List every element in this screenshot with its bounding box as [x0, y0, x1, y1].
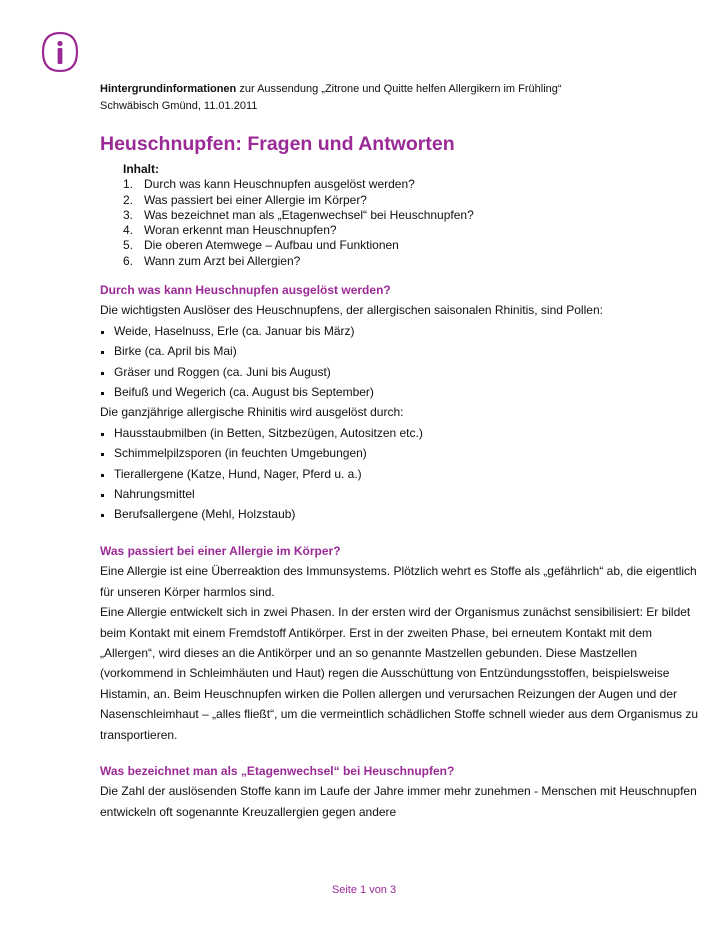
- document-body: [100, 280, 700, 822]
- toc-text: Was passiert bei einer Allergie im Körper?: [144, 192, 367, 207]
- toc-text: Woran erkennt man Heuschnupfen?: [144, 223, 337, 238]
- section-heading-etagenwechsel: Was bezeichnet man als „Etagenwechsel“ bei Heuschnupfen?: [100, 763, 455, 778]
- info-logo-icon: [40, 30, 80, 74]
- toc-label: Inhalt:: [123, 162, 159, 176]
- toc-num: 1.: [123, 177, 134, 192]
- toc-text: Wann zum Arzt bei Allergien?: [144, 253, 301, 268]
- list-item: Gräser und Roggen (ca. Juni bis August): [100, 362, 700, 382]
- page-number-footer: Seite 1 von 3: [331, 884, 397, 896]
- list-item: Beifuß und Wegerich (ca. August bis September): [100, 382, 700, 402]
- toc-text: Die oberen Atemwege – Aufbau und Funktionen: [144, 238, 399, 253]
- toc-num: 4.: [123, 223, 134, 238]
- section-paragraph: Eine Allergie entwickelt sich in zwei Phasen. In der ersten wird der Organismus zunächst sensibilisiert: Er bildet beim Kontakt mit einem Fremdstoff Antikörper. Erst in der zweiten Phase, bei erneutem Kontakt mit dem „Allergen“, wird dieses an die Antikörper und an so genannte Mastzellen gebunden. Diese Mastzellen (vorkommend in Schleimhäuten und Haut) regen die Ausschüttung von Entzündungsstoffen, beispielsweise Histamin, an. Beim Heuschnupfen wirken die Pollen allergen und verursachen Reizungen der Augen und der Nasenschleimhaut – „alles fließt“, um die vermeintlich schädlichen Stoffe schnell wieder aus dem Organismus zu transportieren.: [100, 605, 699, 742]
- toc-list: [123, 177, 683, 269]
- toc-item: [123, 193, 683, 208]
- header-line: [100, 81, 700, 98]
- toc-item: [123, 223, 683, 238]
- toc-num: 2.: [123, 192, 134, 207]
- list-item: Birke (ca. April bis Mai): [100, 341, 700, 361]
- table-of-contents: [123, 162, 683, 269]
- page-title: Heuschnupfen: Fragen und Antworten: [100, 133, 455, 155]
- toc-item: [123, 254, 683, 269]
- header-bold: Hintergrundinformationen: [100, 83, 237, 95]
- toc-num: 3.: [123, 207, 134, 222]
- toc-item: [123, 177, 683, 192]
- list-item: Weide, Haselnuss, Erle (ca. Januar bis März): [100, 321, 700, 341]
- toc-text: Durch was kann Heuschnupfen ausgelöst werden?: [144, 177, 415, 192]
- bullet-list-yearround: [100, 423, 700, 525]
- list-item: Hausstaubmilben (in Betten, Sitzbezügen, Autositzen etc.): [100, 423, 700, 443]
- section-paragraph: Die ganzjährige allergische Rhinitis wird ausgelöst durch:: [100, 405, 404, 420]
- toc-item: [123, 238, 683, 253]
- toc-text: Was bezeichnet man als „Etagenwechsel“ bei Heuschnupfen?: [144, 207, 474, 222]
- document-header: [100, 81, 700, 115]
- list-item: Berufsallergene (Mehl, Holzstaub): [100, 504, 700, 524]
- section-heading-allergy: Was passiert bei einer Allergie im Körper?: [100, 543, 341, 558]
- list-item: Tierallergene (Katze, Hund, Nager, Pferd u. a.): [100, 464, 700, 484]
- header-rest: zur Aussendung „Zitrone und Quitte helfen Allergikern im Frühling“: [236, 83, 562, 95]
- section-paragraph: Die Zahl der auslösenden Stoffe kann im Laufe der Jahre immer mehr zunehmen - Menschen mit Heuschnupfen entwickeln oft sogenannte Kreuzallergien gegen andere: [100, 784, 697, 819]
- section-heading-triggers: Durch was kann Heuschnupfen ausgelöst werden?: [100, 283, 391, 297]
- list-item: Schimmelpilzsporen (in feuchten Umgebungen): [100, 443, 700, 463]
- section-paragraph: Die wichtigsten Auslöser des Heuschnupfens, der allergischen saisonalen Rhinitis, sind Pollen:: [100, 303, 603, 318]
- bullet-list-pollen: [100, 321, 700, 403]
- toc-num: 5.: [123, 238, 134, 253]
- list-item: Nahrungsmittel: [100, 484, 700, 504]
- section-paragraph: Eine Allergie ist eine Überreaktion des Immunsystems. Plötzlich wehrt es Stoffe als „gefährlich“ ab, die eigentlich für unseren Körper harmlos sind.: [100, 564, 697, 599]
- toc-num: 6.: [123, 253, 134, 268]
- header-place-date: Schwäbisch Gmünd, 11.01.2011: [100, 100, 258, 112]
- toc-item: [123, 208, 683, 223]
